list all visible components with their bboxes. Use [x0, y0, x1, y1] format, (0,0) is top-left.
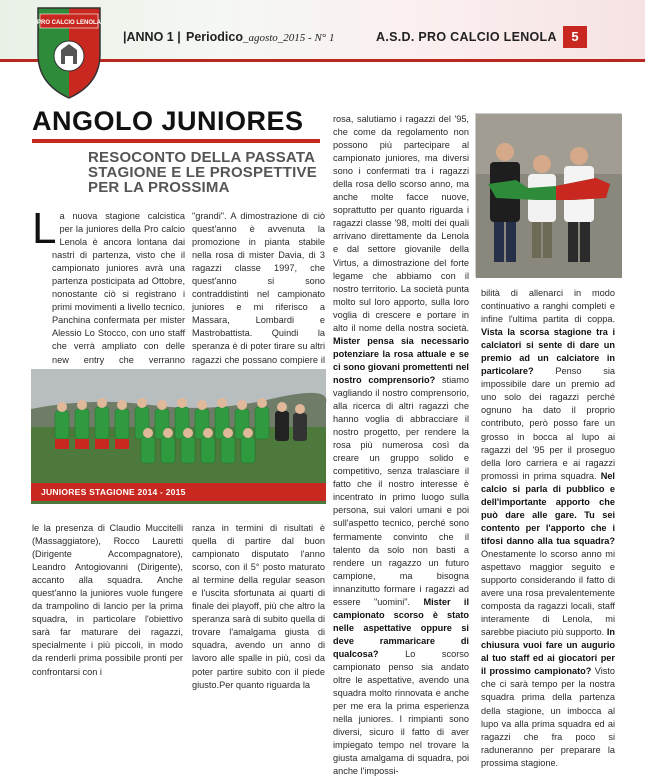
col4-text-c: Onestamente lo scorso anno mi aspettavo maggior seguito e supporto considerando il fatto di avere una rosa prevalentemente composta da ragazzi locali, staff interamente di Lenola, mi sarebbe piaciuto più supporto.: [481, 548, 615, 638]
photo-caption-bar: [31, 483, 326, 501]
title-underline: [32, 139, 320, 143]
article-subtitle: RESOCONTO DELLA PASSATA STAGIONE E LE PROSPETTIVE PER LA PROSSIMA: [88, 149, 317, 196]
page-number: 5: [563, 26, 587, 48]
periodical-label: [186, 30, 334, 44]
dropcap: L: [32, 204, 57, 253]
col1b-text: le la presenza di Claudio Muccitelli (Massaggiatore), Rocco Lauretti (Dirigente Accompagnatore), Leandro Antogiovanni (Dirigente), accanto alla squadra. Anche quest'anno la juniores vuole fungere da trampolino di lancio per la prima squadra, in particolare l'obiettivo sarà far maturare dei ragazzi, specialmente i più piccoli, in modo da renderli prima possibile pronti per confrontarsi con i: [32, 523, 183, 677]
question-4: Nel calcio si parla di pubblico e dell'importante apporto che può dare alle gare. Tu sei contento per l'apporto che i tifosi danno alla tua squadra?: [481, 470, 615, 546]
page-header: [0, 0, 645, 62]
question-3: Vista la scorsa stagione tra i calciatori si sente di dare un premio ad un calciatore in particolare?: [481, 327, 615, 377]
col4-text-a: bilità di allenarci in modo continuativo a ranghi completi e infine l'ultima partita di coppa.: [481, 288, 615, 325]
question-1: Mister pensa sia necessario potenziare la rosa attuale e se ci sono giovani promettenti nel nostro comprensorio?: [333, 335, 469, 385]
club-crest-icon: [34, 4, 104, 100]
column-4: [481, 287, 615, 770]
club-name: A.S.D. PRO CALCIO LENOLA: [376, 30, 557, 44]
col1-text: a nuova stagione calcistica per la juniores della Pro calcio Lenola è ancora lontana dai nastri di partenza, visto che il campionato juniores avrà una partenza posticipata ad Ottobre, nonostante ciò si registrano i primi movimenti a livello tecnico. Panchina confermata per mister Alessio Lo Stocco, con uno staff che verrà ampliato con delle new entry che verranno: [52, 211, 185, 365]
column-3: [333, 113, 469, 778]
periodical-date: _agosto_2015 - N° 1: [242, 32, 335, 44]
article-title: ANGOLO JUNIORES: [32, 106, 304, 136]
col3-text-b: stiamo vagliando il nostro comprensorio, alla ricerca di altri ragazzi che hanno voglia di abbracciare il nostro progetto, per rendere la rosa più numerosa così da creare un gruppo solido e competitivo, senza tralasciare il fatto che il nostro interesse è incentrato in primo luogo sulla persona, sui valori umani e poi sull'aspetto tecnico, perché sono fermamente convinto che il talento da solo non basti a rendere un ragazzo un futuro campione, ma bisogna innanzitutto formare i ragazzi ad essere "uomini".: [333, 374, 469, 607]
coach-photo: [475, 113, 621, 277]
col3-text-c: Lo scorso campionato penso sia andato oltre le aspettative, avendo una squadra molto rinnovata e anche per me era la prima esperienza nella juniores. I rimpianti sono diversi, sicuro il fatto di aver impiegato tempo nel trovare la giusta amalgama di squadra, poi anche l'impossi-: [333, 648, 469, 777]
question-5: In chiusura vuoi fare un augurio al tuo staff ed ai giocatori per il prossimo campionato?: [481, 627, 616, 677]
coach-photo-image: [476, 114, 622, 278]
col3-text-a: rosa, salutiamo i ragazzi del '95, che come da regolamento non possono più partecipare al campionato juniores, ma diversi sono i confermati tra i ragazzi della rosa dello scorso anno, ma anche molte facce nuove, soprattutto per quanto riguarda i ragazzi classe '98, molti dei quali arrivano direttamente da Lenola e dal settore giovanile della Virtus, a dimostrazione del forte legame che abbiamo con il nostro territorio. La società punta molto sul loro apporto, sulla loro voglia di crescere e portare in alto il nome della nostra società.: [333, 114, 469, 333]
svg-text:PRO CALCIO LENOLA: PRO CALCIO LENOLA: [37, 20, 101, 26]
periodical-text: Periodico: [186, 30, 243, 44]
issue-number: |ANNO 1 |: [123, 30, 181, 44]
col2-text: "grandi". A dimostrazione di ciò quest'anno è avvenuta la promozione in pianta stabile nella rosa di mister Davia, di 3 ragazzi classe 1997, che quest'anno si sono contraddistinti nel campionato juniores e mi riferisco a Massara, Lombardi e Mastrobattista. Quindi la speranza è di poter tirare su altri ragazzi che possano compiere il: [192, 211, 325, 365]
column-2-bottom: [192, 522, 325, 692]
column-1-bottom: [32, 522, 183, 679]
col4-text-b: Penso sia impossibile dare un premio ad uno solo dei ragazzi perché ognuno ha dato il proprio contributo, però posso fare un grosso in bocca al lupo ai ragazzi del '95 per il proseguo della loro carriera e ai ragazzi promossi in prima squadra.: [481, 366, 615, 481]
col2b-text: ranza in termini di risultati è quella di partire dal buon campionato disputato l'anno scorso, con il 5° posto maturato al termine della regular season e l'uscita sfortunata ai quarti di finale dei playoff, più che altro la speranza sarà di subito quella di trovare l'amalgama giusta di squadra, avendo un anno di lavoro alle spalle in più, così da poter partire subito con il piede giusto.Per quanto riguarda la: [192, 523, 325, 690]
photo-caption: JUNIORES STAGIONE 2014 - 2015: [41, 487, 186, 497]
col4-text-d: Visto che ci sarà tempo per la nostra squadra prima della partenza della stagione, un imbocca al lupo va alla prima squadra ed ai ragazzi che fra poco si raduneranno per preparare la prossima stagione.: [481, 666, 615, 768]
question-2: Mister il campionato scorso è stato nelle aspettative oppure si deve rammaricare di qualcosa?: [333, 596, 469, 659]
column-1-top: [32, 204, 185, 393]
